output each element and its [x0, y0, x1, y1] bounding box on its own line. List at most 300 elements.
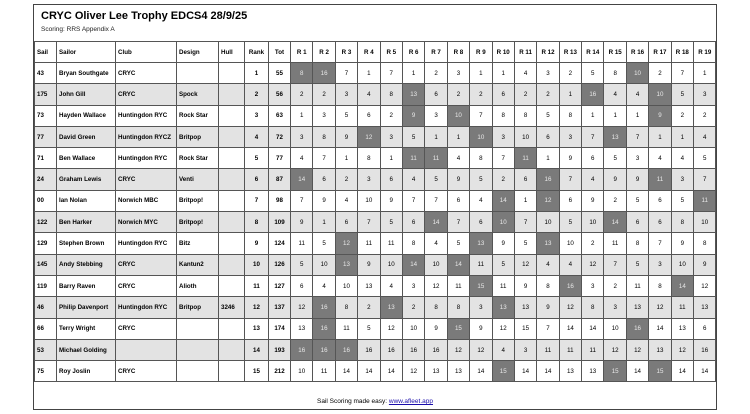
cell-hull — [219, 105, 245, 126]
cell-total: 77 — [269, 148, 291, 169]
cell-race-score: 6 — [559, 190, 581, 211]
cell-race-score: 6 — [425, 84, 447, 105]
cell-race-score: 10 — [671, 254, 693, 275]
cell-race-score: 6 — [358, 105, 380, 126]
cell-race-score: 10 — [626, 63, 648, 84]
column-header: R 15 — [604, 42, 626, 63]
cell-race-score: 6 — [582, 148, 604, 169]
footer-link[interactable]: www.afleet.app — [388, 398, 433, 405]
column-header: Sailor — [57, 42, 116, 63]
cell-race-score: 12 — [582, 254, 604, 275]
cell-race-score: 7 — [447, 212, 469, 233]
cell-race-score: 3 — [626, 148, 648, 169]
cell-design: Venti — [177, 169, 219, 190]
cell-race-score: 6 — [492, 84, 514, 105]
cell-total: 56 — [269, 84, 291, 105]
cell-race-score: 11 — [582, 339, 604, 360]
cell-race-score: 4 — [626, 84, 648, 105]
cell-hull — [219, 361, 245, 382]
cell-race-score: 16 — [559, 275, 581, 296]
cell-hull — [219, 275, 245, 296]
cell-total: 63 — [269, 105, 291, 126]
cell-race-score: 15 — [604, 361, 626, 382]
cell-race-score: 15 — [447, 318, 469, 339]
cell-race-score: 16 — [291, 339, 313, 360]
cell-race-score: 14 — [626, 361, 648, 382]
cell-sail: 129 — [35, 233, 57, 254]
cell-race-score: 8 — [649, 275, 671, 296]
cell-club: CRYC — [116, 84, 177, 105]
table-row — [35, 318, 716, 339]
column-header: Tot — [269, 42, 291, 63]
cell-race-score: 11 — [291, 233, 313, 254]
table-row — [35, 126, 716, 147]
cell-race-score: 6 — [402, 212, 424, 233]
cell-rank: 6 — [245, 169, 269, 190]
cell-race-score: 14 — [402, 254, 424, 275]
cell-rank: 13 — [245, 318, 269, 339]
cell-sail: 00 — [35, 190, 57, 211]
cell-race-score: 8 — [582, 297, 604, 318]
column-header: Sail — [35, 42, 57, 63]
cell-race-score: 4 — [582, 169, 604, 190]
cell-race-score: 11 — [425, 148, 447, 169]
cell-race-score: 8 — [537, 275, 559, 296]
cell-race-score: 9 — [514, 275, 536, 296]
column-header: R 17 — [649, 42, 671, 63]
cell-race-score: 5 — [582, 63, 604, 84]
cell-race-score: 14 — [671, 275, 693, 296]
cell-design: Alioth — [177, 275, 219, 296]
cell-race-score: 5 — [425, 169, 447, 190]
cell-race-score: 1 — [447, 126, 469, 147]
cell-race-score: 13 — [402, 84, 424, 105]
cell-race-score: 15 — [649, 361, 671, 382]
cell-race-score: 9 — [537, 297, 559, 318]
cell-race-score: 8 — [402, 233, 424, 254]
cell-race-score: 7 — [514, 212, 536, 233]
cell-race-score: 14 — [425, 212, 447, 233]
cell-design: Britpop! — [177, 212, 219, 233]
cell-race-score: 13 — [470, 233, 492, 254]
column-header: R 18 — [671, 42, 693, 63]
cell-race-score: 8 — [447, 297, 469, 318]
cell-race-score: 9 — [626, 169, 648, 190]
cell-race-score: 9 — [582, 190, 604, 211]
cell-race-score: 8 — [335, 297, 357, 318]
cell-race-score: 7 — [358, 212, 380, 233]
cell-race-score: 14 — [604, 212, 626, 233]
cell-race-score: 5 — [380, 212, 402, 233]
cell-sailor: Philip Davenport — [57, 297, 116, 318]
cell-club: CRYC — [116, 169, 177, 190]
cell-race-score: 1 — [402, 63, 424, 84]
cell-hull — [219, 339, 245, 360]
cell-race-score: 1 — [514, 190, 536, 211]
cell-total: 109 — [269, 212, 291, 233]
cell-hull — [219, 233, 245, 254]
cell-race-score: 16 — [313, 63, 335, 84]
cell-race-score: 2 — [358, 297, 380, 318]
cell-race-score: 2 — [694, 105, 716, 126]
cell-race-score: 16 — [313, 318, 335, 339]
cell-race-score: 13 — [694, 297, 716, 318]
cell-race-score: 14 — [358, 361, 380, 382]
cell-race-score: 8 — [559, 105, 581, 126]
cell-race-score: 8 — [514, 105, 536, 126]
column-header: R 10 — [492, 42, 514, 63]
cell-race-score: 11 — [335, 318, 357, 339]
cell-rank: 5 — [245, 148, 269, 169]
cell-sailor: Roy Joslin — [57, 361, 116, 382]
cell-race-score: 1 — [694, 63, 716, 84]
cell-race-score: 1 — [425, 126, 447, 147]
cell-race-score: 16 — [626, 318, 648, 339]
cell-race-score: 5 — [358, 318, 380, 339]
cell-race-score: 1 — [380, 148, 402, 169]
cell-total: 126 — [269, 254, 291, 275]
cell-race-score: 5 — [626, 254, 648, 275]
column-header: R 14 — [582, 42, 604, 63]
cell-sailor: Terry Wright — [57, 318, 116, 339]
cell-hull — [219, 254, 245, 275]
cell-race-score: 8 — [470, 148, 492, 169]
cell-race-score: 4 — [537, 254, 559, 275]
cell-design: Britpop! — [177, 190, 219, 211]
cell-race-score: 16 — [425, 339, 447, 360]
cell-sail: 66 — [35, 318, 57, 339]
cell-race-score: 11 — [537, 339, 559, 360]
cell-race-score: 16 — [402, 339, 424, 360]
cell-race-score: 8 — [671, 212, 693, 233]
cell-race-score: 14 — [694, 361, 716, 382]
cell-race-score: 7 — [492, 148, 514, 169]
cell-race-score: 6 — [380, 169, 402, 190]
cell-race-score: 10 — [313, 254, 335, 275]
cell-race-score: 11 — [559, 339, 581, 360]
cell-race-score: 12 — [649, 297, 671, 318]
cell-race-score: 2 — [291, 84, 313, 105]
cell-race-score: 10 — [335, 275, 357, 296]
cell-club: CRYC — [116, 318, 177, 339]
cell-hull — [219, 169, 245, 190]
cell-race-score: 11 — [402, 148, 424, 169]
cell-race-score: 10 — [402, 318, 424, 339]
cell-race-score: 7 — [694, 169, 716, 190]
cell-race-score: 9 — [604, 169, 626, 190]
cell-race-score: 4 — [649, 148, 671, 169]
cell-race-score: 5 — [604, 148, 626, 169]
cell-race-score: 9 — [291, 212, 313, 233]
cell-race-score: 3 — [291, 126, 313, 147]
cell-race-score: 8 — [492, 105, 514, 126]
cell-race-score: 8 — [380, 84, 402, 105]
cell-race-score: 9 — [313, 190, 335, 211]
cell-race-score: 11 — [626, 275, 648, 296]
cell-race-score: 10 — [559, 233, 581, 254]
table-row — [35, 169, 716, 190]
cell-hull — [219, 63, 245, 84]
cell-race-score: 9 — [335, 126, 357, 147]
cell-sail: 24 — [35, 169, 57, 190]
column-header: Hull — [219, 42, 245, 63]
cell-race-score: 1 — [671, 126, 693, 147]
cell-race-score: 10 — [291, 361, 313, 382]
cell-race-score: 11 — [313, 361, 335, 382]
cell-sailor: David Green — [57, 126, 116, 147]
results-sheet — [33, 4, 717, 410]
cell-race-score: 3 — [514, 339, 536, 360]
cell-race-score: 4 — [671, 148, 693, 169]
cell-race-score: 6 — [335, 212, 357, 233]
cell-race-score: 3 — [649, 254, 671, 275]
cell-hull — [219, 318, 245, 339]
cell-race-score: 12 — [402, 361, 424, 382]
results-body — [35, 63, 716, 382]
cell-race-score: 14 — [447, 254, 469, 275]
cell-race-score: 16 — [582, 84, 604, 105]
cell-club: Huntingdon RYC — [116, 297, 177, 318]
cell-race-score: 4 — [604, 84, 626, 105]
cell-race-score: 16 — [313, 297, 335, 318]
cell-race-score: 6 — [447, 190, 469, 211]
cell-total: 124 — [269, 233, 291, 254]
cell-hull — [219, 190, 245, 211]
cell-race-score: 2 — [604, 275, 626, 296]
cell-race-score: 1 — [492, 63, 514, 84]
cell-rank: 11 — [245, 275, 269, 296]
cell-sail: 77 — [35, 126, 57, 147]
table-row — [35, 212, 716, 233]
cell-club: Huntingdon RYC — [116, 233, 177, 254]
table-row — [35, 84, 716, 105]
cell-race-score: 1 — [582, 105, 604, 126]
cell-race-score: 7 — [313, 148, 335, 169]
results-table — [34, 41, 716, 382]
table-row — [35, 105, 716, 126]
table-row — [35, 339, 716, 360]
cell-race-score: 16 — [537, 169, 559, 190]
cell-race-score: 9 — [380, 190, 402, 211]
cell-race-score: 5 — [402, 126, 424, 147]
cell-design — [177, 339, 219, 360]
cell-race-score: 12 — [694, 275, 716, 296]
cell-race-score: 1 — [470, 63, 492, 84]
cell-race-score: 8 — [626, 233, 648, 254]
table-row — [35, 148, 716, 169]
cell-hull: 3246 — [219, 297, 245, 318]
cell-race-score: 14 — [514, 361, 536, 382]
cell-sailor: Graham Lewis — [57, 169, 116, 190]
cell-race-score: 11 — [514, 148, 536, 169]
cell-race-score: 3 — [470, 297, 492, 318]
cell-rank: 3 — [245, 105, 269, 126]
cell-race-score: 13 — [649, 339, 671, 360]
cell-race-score: 13 — [604, 126, 626, 147]
cell-race-score: 2 — [514, 84, 536, 105]
cell-race-score: 3 — [335, 84, 357, 105]
cell-design — [177, 318, 219, 339]
cell-race-score: 9 — [559, 148, 581, 169]
column-header: R 3 — [335, 42, 357, 63]
cell-race-score: 2 — [447, 84, 469, 105]
cell-rank: 7 — [245, 190, 269, 211]
cell-race-score: 13 — [582, 361, 604, 382]
column-header: R 2 — [313, 42, 335, 63]
cell-hull — [219, 84, 245, 105]
cell-race-score: 11 — [358, 233, 380, 254]
column-header: Club — [116, 42, 177, 63]
cell-race-score: 4 — [291, 148, 313, 169]
cell-race-score: 12 — [671, 339, 693, 360]
cell-sailor: Andy Stebbing — [57, 254, 116, 275]
cell-race-score: 10 — [492, 212, 514, 233]
cell-race-score: 11 — [649, 169, 671, 190]
cell-race-score: 10 — [470, 126, 492, 147]
cell-race-score: 11 — [604, 233, 626, 254]
cell-race-score: 16 — [313, 339, 335, 360]
cell-race-score: 7 — [537, 318, 559, 339]
cell-race-score: 12 — [492, 318, 514, 339]
cell-rank: 2 — [245, 84, 269, 105]
cell-rank: 9 — [245, 233, 269, 254]
cell-rank: 10 — [245, 254, 269, 275]
cell-race-score: 11 — [694, 190, 716, 211]
cell-club: CRYC — [116, 254, 177, 275]
cell-race-score: 6 — [649, 212, 671, 233]
cell-race-score: 1 — [313, 212, 335, 233]
cell-race-score: 5 — [671, 84, 693, 105]
cell-race-score: 16 — [380, 339, 402, 360]
cell-sailor: Ben Harker — [57, 212, 116, 233]
cell-race-score: 5 — [694, 148, 716, 169]
cell-race-score: 7 — [626, 126, 648, 147]
cell-club: Norwich MBC — [116, 190, 177, 211]
cell-rank: 4 — [245, 126, 269, 147]
cell-race-score: 16 — [335, 339, 357, 360]
cell-sailor: Hayden Wallace — [57, 105, 116, 126]
column-header: Design — [177, 42, 219, 63]
cell-race-score: 12 — [425, 275, 447, 296]
cell-race-score: 9 — [358, 254, 380, 275]
cell-club — [116, 339, 177, 360]
cell-design: Kantun2 — [177, 254, 219, 275]
cell-race-score: 3 — [380, 126, 402, 147]
cell-race-score: 2 — [537, 84, 559, 105]
cell-sail: 46 — [35, 297, 57, 318]
cell-race-score: 3 — [492, 126, 514, 147]
cell-race-score: 2 — [604, 190, 626, 211]
cell-race-score: 15 — [470, 275, 492, 296]
cell-race-score: 14 — [559, 318, 581, 339]
cell-race-score: 14 — [582, 318, 604, 339]
cell-sail: 75 — [35, 361, 57, 382]
column-header: R 19 — [694, 42, 716, 63]
cell-race-score: 3 — [537, 63, 559, 84]
cell-race-score: 1 — [604, 105, 626, 126]
cell-race-score: 9 — [425, 318, 447, 339]
cell-sailor: Bryan Southgate — [57, 63, 116, 84]
cell-race-score: 10 — [694, 212, 716, 233]
cell-hull — [219, 126, 245, 147]
cell-race-score: 12 — [380, 318, 402, 339]
table-row — [35, 297, 716, 318]
cell-club: CRYC — [116, 275, 177, 296]
cell-race-score: 3 — [402, 275, 424, 296]
cell-race-score: 4 — [514, 63, 536, 84]
cell-race-score: 10 — [537, 212, 559, 233]
cell-race-score: 14 — [671, 361, 693, 382]
cell-race-score: 5 — [335, 105, 357, 126]
cell-race-score: 3 — [559, 126, 581, 147]
cell-race-score: 12 — [559, 297, 581, 318]
cell-club: Huntingdon RYC — [116, 148, 177, 169]
cell-design: Britpop — [177, 126, 219, 147]
cell-race-score: 7 — [604, 254, 626, 275]
cell-race-score: 13 — [358, 275, 380, 296]
cell-race-score: 5 — [559, 212, 581, 233]
cell-hull — [219, 212, 245, 233]
cell-race-score: 3 — [313, 105, 335, 126]
column-header: R 13 — [559, 42, 581, 63]
cell-rank: 1 — [245, 63, 269, 84]
cell-race-score: 10 — [425, 254, 447, 275]
cell-race-score: 7 — [335, 63, 357, 84]
cell-design: Rock Star — [177, 105, 219, 126]
column-header: R 16 — [626, 42, 648, 63]
cell-race-score: 6 — [291, 275, 313, 296]
cell-race-score: 8 — [291, 63, 313, 84]
cell-race-score: 5 — [492, 254, 514, 275]
page-title: CRYC Oliver Lee Trophy EDCS4 28/9/25 — [41, 10, 248, 22]
cell-race-score: 1 — [537, 148, 559, 169]
cell-race-score: 10 — [358, 190, 380, 211]
cell-race-score: 15 — [514, 318, 536, 339]
cell-race-score: 7 — [649, 233, 671, 254]
cell-race-score: 12 — [537, 190, 559, 211]
cell-race-score: 12 — [291, 297, 313, 318]
cell-total: 87 — [269, 169, 291, 190]
cell-race-score: 11 — [492, 275, 514, 296]
cell-race-score: 6 — [649, 190, 671, 211]
cell-race-score: 1 — [626, 105, 648, 126]
cell-race-score: 3 — [582, 275, 604, 296]
cell-race-score: 2 — [313, 84, 335, 105]
cell-rank: 8 — [245, 212, 269, 233]
column-header: Rank — [245, 42, 269, 63]
cell-race-score: 1 — [649, 126, 671, 147]
cell-race-score: 13 — [447, 361, 469, 382]
cell-race-score: 13 — [514, 297, 536, 318]
cell-race-score: 7 — [582, 126, 604, 147]
cell-race-score: 14 — [537, 361, 559, 382]
cell-race-score: 2 — [559, 63, 581, 84]
cell-race-score: 5 — [313, 233, 335, 254]
cell-total: 127 — [269, 275, 291, 296]
cell-total: 174 — [269, 318, 291, 339]
cell-race-score: 12 — [358, 126, 380, 147]
cell-race-score: 13 — [425, 361, 447, 382]
cell-race-score: 3 — [358, 169, 380, 190]
cell-club: Norwich MYC — [116, 212, 177, 233]
footer-text: Sail Scoring made easy: — [317, 398, 389, 405]
cell-race-score: 2 — [649, 63, 671, 84]
cell-race-score: 12 — [626, 339, 648, 360]
scoring-subtitle: Scoring: RRS Appendix A — [41, 26, 115, 33]
cell-race-score: 14 — [335, 361, 357, 382]
cell-race-score: 2 — [402, 297, 424, 318]
cell-total: 98 — [269, 190, 291, 211]
